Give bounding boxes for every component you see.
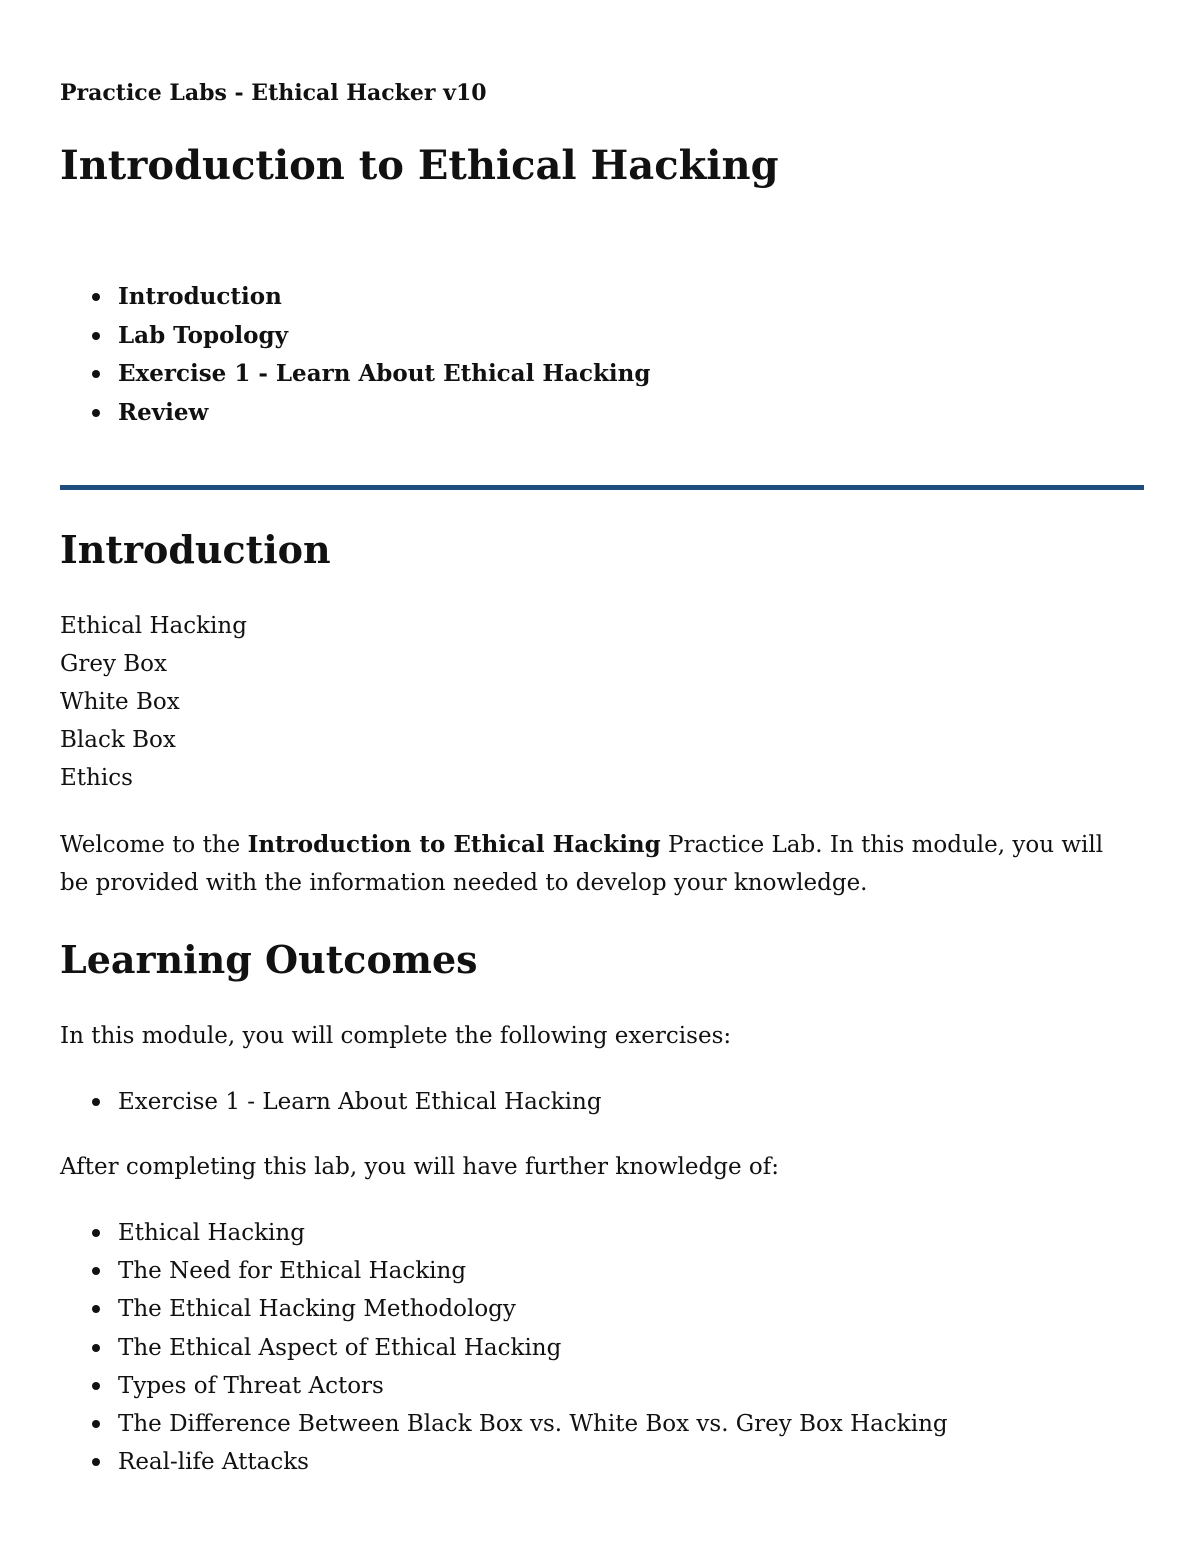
- section-divider: [60, 485, 1144, 490]
- welcome-text-prefix: Welcome to the: [60, 832, 248, 858]
- knowledge-item-label: Ethical Hacking: [118, 1220, 305, 1246]
- module-title: Introduction to Ethical Hacking: [60, 142, 779, 189]
- introduction-topics: [60, 607, 247, 797]
- toc-item-review[interactable]: [60, 394, 650, 433]
- introduction-heading: Introduction: [60, 527, 331, 572]
- bullet-icon: [92, 1458, 100, 1466]
- bullet-icon: [92, 1229, 100, 1237]
- exercise-item: [60, 1083, 602, 1121]
- toc-item-label: Lab Topology: [118, 321, 288, 349]
- toc-item-label: Introduction: [118, 283, 282, 310]
- topic-item: Grey Box: [60, 651, 168, 677]
- knowledge-intro-text: After completing this lab, you will have further knowledge of:: [60, 1154, 779, 1180]
- toc-item-introduction[interactable]: [60, 278, 650, 317]
- knowledge-item: [60, 1214, 948, 1252]
- bullet-icon: [92, 370, 100, 378]
- knowledge-list: [60, 1214, 948, 1481]
- bullet-icon: [92, 1267, 100, 1275]
- bullet-icon: [92, 409, 100, 417]
- bullet-icon: [92, 1344, 100, 1352]
- toc-item-exercise-1[interactable]: [60, 355, 650, 394]
- lab-title: Practice Labs - Ethical Hacker v10: [60, 80, 487, 106]
- toc-item-lab-topology[interactable]: [60, 317, 650, 356]
- knowledge-item: [60, 1329, 948, 1367]
- knowledge-item-label: The Difference Between Black Box vs. White Box vs. Grey Box Hacking: [118, 1410, 948, 1437]
- knowledge-item: [60, 1405, 948, 1443]
- bullet-icon: [92, 1420, 100, 1428]
- welcome-paragraph: [60, 826, 1130, 902]
- table-of-contents: [60, 278, 650, 432]
- welcome-module-name: Introduction to Ethical Hacking: [247, 831, 661, 858]
- bullet-icon: [92, 1382, 100, 1390]
- knowledge-item-label: Real-life Attacks: [118, 1449, 309, 1476]
- toc-item-label: Review: [118, 398, 209, 426]
- bullet-icon: [92, 293, 100, 301]
- topic-item: Ethical Hacking: [60, 613, 247, 639]
- knowledge-item-label: The Need for Ethical Hacking: [118, 1258, 467, 1285]
- knowledge-item: [60, 1252, 948, 1290]
- knowledge-item-label: The Ethical Hacking Methodology: [118, 1296, 516, 1323]
- learning-outcomes-heading: Learning Outcomes: [60, 937, 478, 982]
- knowledge-item-label: Types of Threat Actors: [118, 1372, 384, 1399]
- topic-item: White Box: [60, 689, 180, 715]
- exercise-list: [60, 1083, 602, 1121]
- knowledge-item: [60, 1290, 948, 1328]
- exercises-intro-text: In this module, you will complete the following exercises:: [60, 1023, 732, 1049]
- knowledge-item: [60, 1367, 948, 1405]
- bullet-icon: [92, 1305, 100, 1313]
- knowledge-item: [60, 1443, 948, 1481]
- welcome-text-suffix: Practice Lab. In this module, you will be provided with the information needed to develop your knowledge.: [60, 832, 1104, 896]
- knowledge-item-label: The Ethical Aspect of Ethical Hacking: [118, 1334, 562, 1361]
- toc-item-label: Exercise 1 - Learn About Ethical Hacking: [118, 360, 651, 387]
- bullet-icon: [92, 1098, 100, 1106]
- topic-item: Ethics: [60, 765, 133, 791]
- bullet-icon: [92, 332, 100, 340]
- exercise-item-label: Exercise 1 - Learn About Ethical Hacking: [118, 1089, 602, 1115]
- topic-item: Black Box: [60, 727, 176, 753]
